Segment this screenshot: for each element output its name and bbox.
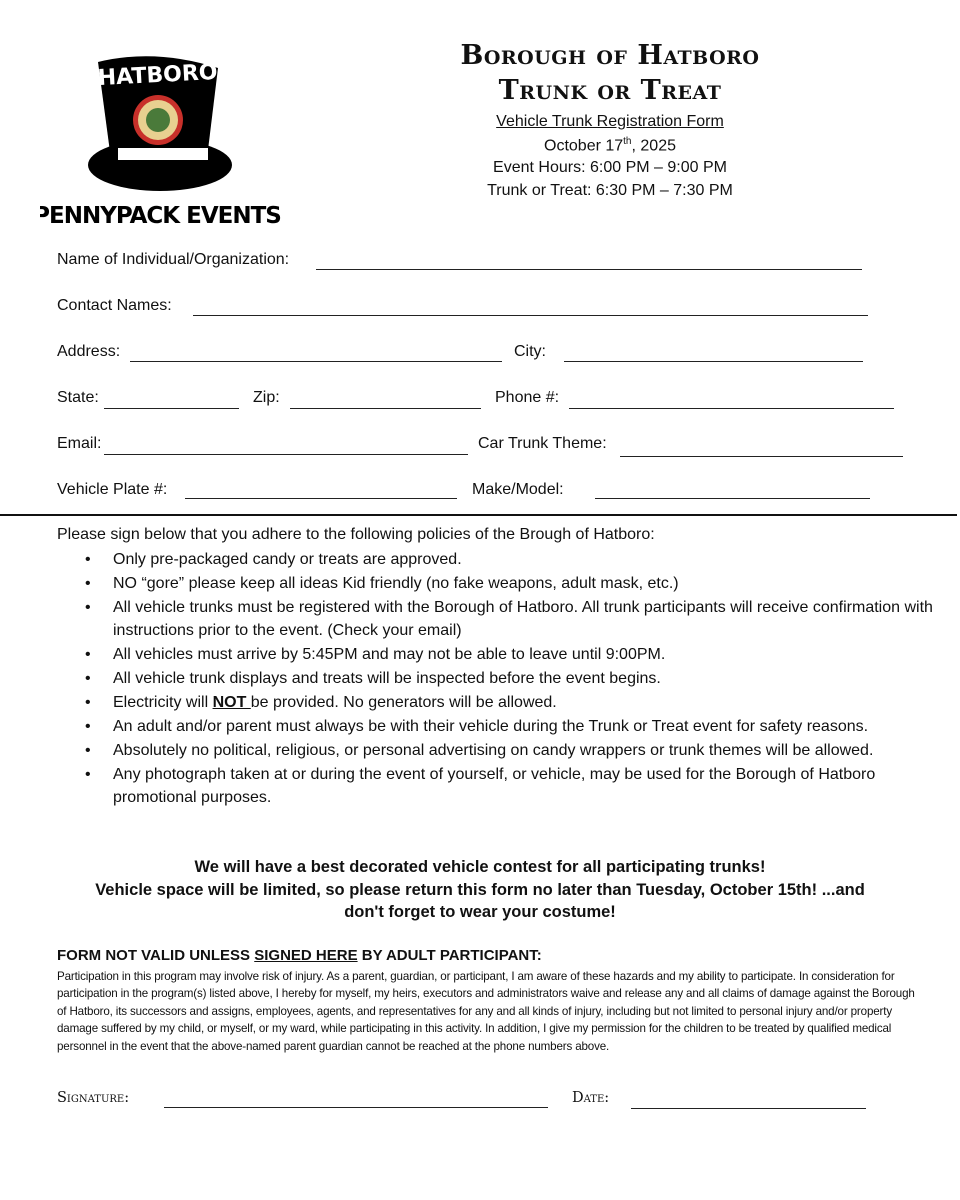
trunk-hours: Trunk or Treat: 6:30 PM – 7:30 PM bbox=[487, 182, 733, 199]
waiver-heading bbox=[57, 947, 542, 964]
title-line-1: Borough of Hatboro bbox=[460, 40, 760, 71]
date-text: October 17 bbox=[544, 137, 624, 155]
event-hours: Event Hours: 6:00 PM – 9:00 PM bbox=[493, 159, 727, 176]
heading-text: BY ADULT PARTICIPANT: bbox=[357, 947, 542, 964]
date-field[interactable] bbox=[631, 1108, 866, 1109]
policy-item: • Absolutely no political, religious, or personal advertising on candy wrappers or trunk themes will be allowed. bbox=[113, 739, 943, 762]
plate-field[interactable] bbox=[185, 498, 457, 499]
phone-label: Phone #: bbox=[495, 389, 560, 406]
state-field[interactable] bbox=[104, 408, 239, 409]
make-field[interactable] bbox=[595, 498, 870, 499]
plate-label: Vehicle Plate #: bbox=[57, 481, 168, 498]
form-name: Vehicle Trunk Registration Form bbox=[496, 113, 724, 130]
signature-field[interactable] bbox=[164, 1107, 548, 1108]
waiver-text: Participation in this program may involve risk of injury. As a parent, guardian, or participant, I am aware of these hazards and my ability to participate. In consideration for participation in the program(s) listed above, I hereby for myself, my heirs, executors and administrators waive and release any and all claims of damage against the Borough of Hatboro, its successors and assigns, employees, agents, and representatives for any and all kinds of injury, including but not limited to personal injury and/or property damage suffered by my child, or myself, or my ward, while participating in this activity. In addition, I give my permission for the children to be treated by qualified medical personnel in the event that the above-named parent guardian cannot be reached at the phone numbers above. bbox=[57, 970, 915, 1053]
policy-item: • All vehicle trunks must be registered with the Borough of Hatboro. All trunk participants will receive confirmation with instructions prior to the event. (Check your email) bbox=[113, 596, 943, 643]
city-field[interactable] bbox=[564, 361, 863, 362]
policy-item: • Any photograph taken at or during the event of yourself, or vehicle, may be used for the Borough of Hatboro promotional purposes. bbox=[113, 763, 943, 810]
heading-text: FORM NOT VALID UNLESS bbox=[57, 947, 255, 964]
policies-intro: Please sign below that you adhere to the following policies of the Brough of Hatboro: bbox=[57, 526, 655, 543]
policy-item: • Only pre-packaged candy or treats are approved. bbox=[113, 548, 943, 571]
event-date bbox=[400, 136, 820, 155]
state-label: State: bbox=[57, 389, 99, 406]
phone-field[interactable] bbox=[569, 408, 894, 409]
policy-text: be provided. No generators will be allowed. bbox=[250, 694, 557, 712]
svg-text:PENNYPACK EVENTS: PENNYPACK EVENTS bbox=[40, 203, 281, 229]
title-line-2: Trunk or Treat bbox=[498, 75, 722, 106]
policy-item: • All vehicles must arrive by 5:45PM and may not be able to leave until 9:00PM. bbox=[113, 643, 943, 666]
contest-notice: We will have a best decorated vehicle contest for all participating trunks! bbox=[194, 858, 766, 876]
email-label: Email: bbox=[57, 435, 102, 452]
date-label: Date: bbox=[572, 1090, 610, 1106]
zip-label: Zip: bbox=[253, 389, 280, 406]
date-year: , 2025 bbox=[631, 137, 676, 155]
section-divider bbox=[0, 514, 957, 516]
policy-item: • An adult and/or parent must always be with their vehicle during the Trunk or Treat event for safety reasons. bbox=[113, 715, 943, 738]
policies-list bbox=[57, 548, 943, 810]
address-field[interactable] bbox=[130, 361, 502, 362]
signature-label: Signature: bbox=[57, 1090, 130, 1106]
hatboro-logo bbox=[40, 40, 290, 230]
theme-label: Car Trunk Theme: bbox=[478, 435, 607, 452]
date-suffix: th bbox=[623, 136, 632, 147]
policy-item: • All vehicle trunk displays and treats will be inspected before the event begins. bbox=[113, 667, 943, 690]
svg-text:HATBORO: HATBORO bbox=[97, 59, 219, 92]
make-label: Make/Model: bbox=[472, 481, 564, 498]
notice bbox=[40, 856, 920, 924]
policy-text: Electricity will bbox=[113, 694, 213, 712]
name-field[interactable] bbox=[316, 269, 862, 270]
policy-item: • NO “gore” please keep all ideas Kid friendly (no fake weapons, adult mask, etc.) bbox=[113, 572, 943, 595]
theme-field[interactable] bbox=[620, 456, 903, 457]
contact-field[interactable] bbox=[193, 315, 868, 316]
policy-emphasis: NOT bbox=[212, 694, 251, 712]
address-label: Address: bbox=[57, 343, 121, 360]
city-label: City: bbox=[514, 343, 546, 360]
email-field[interactable] bbox=[104, 454, 468, 455]
name-label: Name of Individual/Organization: bbox=[57, 251, 290, 268]
contact-label: Contact Names: bbox=[57, 297, 172, 314]
deadline-notice: Vehicle space will be limited, so please return this form no later than Tuesday, October 15th! ...and don't forget to wear your costume! bbox=[95, 880, 865, 921]
heading-emphasis: SIGNED HERE bbox=[254, 947, 358, 964]
top-hat-icon bbox=[40, 40, 290, 230]
policy-item-electricity bbox=[113, 691, 943, 714]
zip-field[interactable] bbox=[290, 408, 481, 409]
